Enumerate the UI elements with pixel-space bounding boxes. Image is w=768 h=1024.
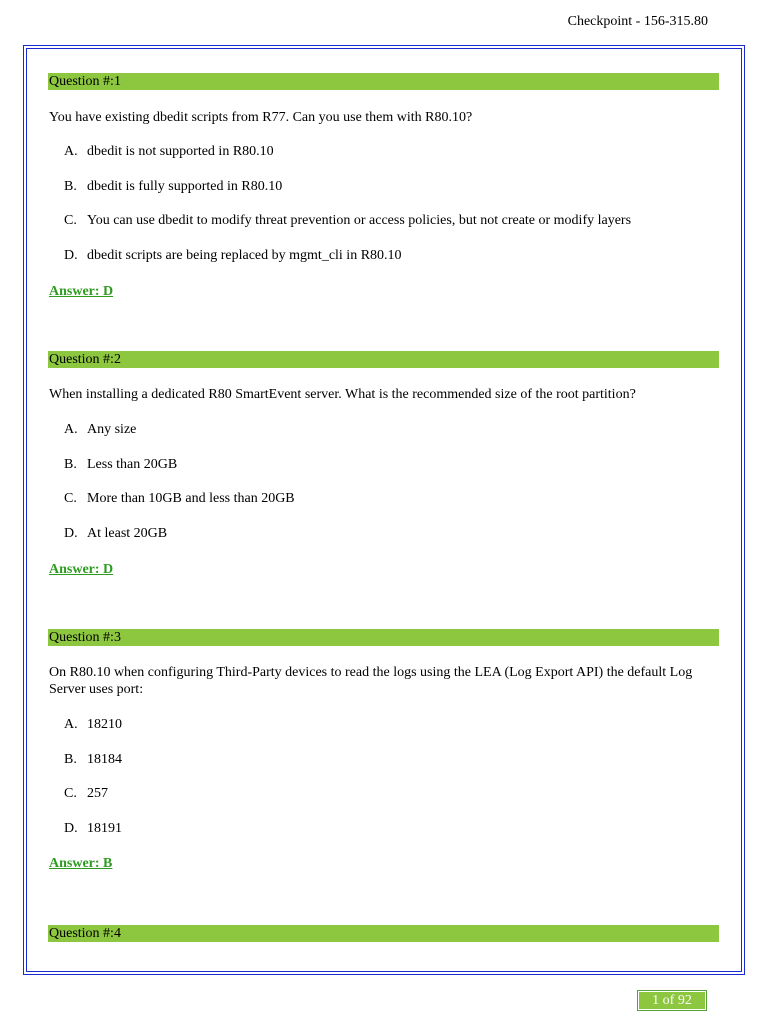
document-header-title: Checkpoint - 156-315.80 bbox=[567, 14, 708, 29]
question-1-text: You have existing dbedit scripts from R77. Can you use them with R80.10? bbox=[49, 110, 473, 125]
question-2-answer: Answer: D bbox=[49, 562, 114, 577]
option-letter: A. bbox=[64, 144, 78, 159]
page-number-box bbox=[637, 990, 707, 1011]
page-number: 1 of 92 bbox=[639, 992, 705, 1009]
question-1-header: Question #:1 bbox=[48, 73, 719, 90]
question-2-option-d bbox=[64, 525, 167, 542]
option-letter: A. bbox=[64, 422, 78, 437]
option-text: 18184 bbox=[87, 752, 122, 767]
option-letter: C. bbox=[64, 213, 77, 228]
question-3-option-a bbox=[64, 716, 122, 733]
question-3-header: Question #:3 bbox=[48, 629, 719, 646]
option-text: dbedit is fully supported in R80.10 bbox=[87, 179, 283, 194]
option-text: More than 10GB and less than 20GB bbox=[87, 491, 295, 506]
option-letter: B. bbox=[64, 752, 77, 767]
option-text: dbedit is not supported in R80.10 bbox=[87, 144, 274, 159]
option-text: 18210 bbox=[87, 717, 122, 732]
question-4-header: Question #:4 bbox=[48, 925, 719, 942]
option-text: Less than 20GB bbox=[87, 457, 178, 472]
question-2-option-c bbox=[64, 490, 295, 507]
option-letter: A. bbox=[64, 717, 78, 732]
question-3-option-b bbox=[64, 751, 122, 768]
option-text: Any size bbox=[87, 422, 137, 437]
option-letter: C. bbox=[64, 491, 77, 506]
question-1-option-c bbox=[64, 212, 631, 229]
question-3-text: On R80.10 when configuring Third-Party devices to read the logs using the LEA (Log Export API) the default Log Server uses port: bbox=[49, 665, 693, 697]
option-letter: B. bbox=[64, 457, 77, 472]
question-3-option-c bbox=[64, 785, 108, 802]
option-text: You can use dbedit to modify threat prevention or access policies, but not create or modify layers bbox=[87, 213, 632, 228]
option-letter: D. bbox=[64, 248, 78, 263]
question-3-option-d bbox=[64, 820, 122, 837]
option-text: dbedit scripts are being replaced by mgmt_cli in R80.10 bbox=[87, 248, 402, 263]
option-text: 18191 bbox=[87, 821, 122, 836]
option-letter: D. bbox=[64, 526, 78, 541]
question-3-answer: Answer: B bbox=[49, 856, 113, 871]
question-1-option-b bbox=[64, 178, 282, 195]
question-1-option-d bbox=[64, 247, 402, 264]
question-2-text: When installing a dedicated R80 SmartEvent server. What is the recommended size of the root partition? bbox=[49, 387, 636, 402]
question-2-option-b bbox=[64, 456, 177, 473]
option-letter: B. bbox=[64, 179, 77, 194]
option-text: At least 20GB bbox=[87, 526, 168, 541]
question-2-option-a bbox=[64, 421, 136, 438]
question-2-header: Question #:2 bbox=[48, 351, 719, 368]
option-letter: D. bbox=[64, 821, 78, 836]
question-1-answer: Answer: D bbox=[49, 284, 114, 299]
question-1-option-a bbox=[64, 143, 274, 160]
option-letter: C. bbox=[64, 786, 77, 801]
option-text: 257 bbox=[87, 786, 108, 801]
